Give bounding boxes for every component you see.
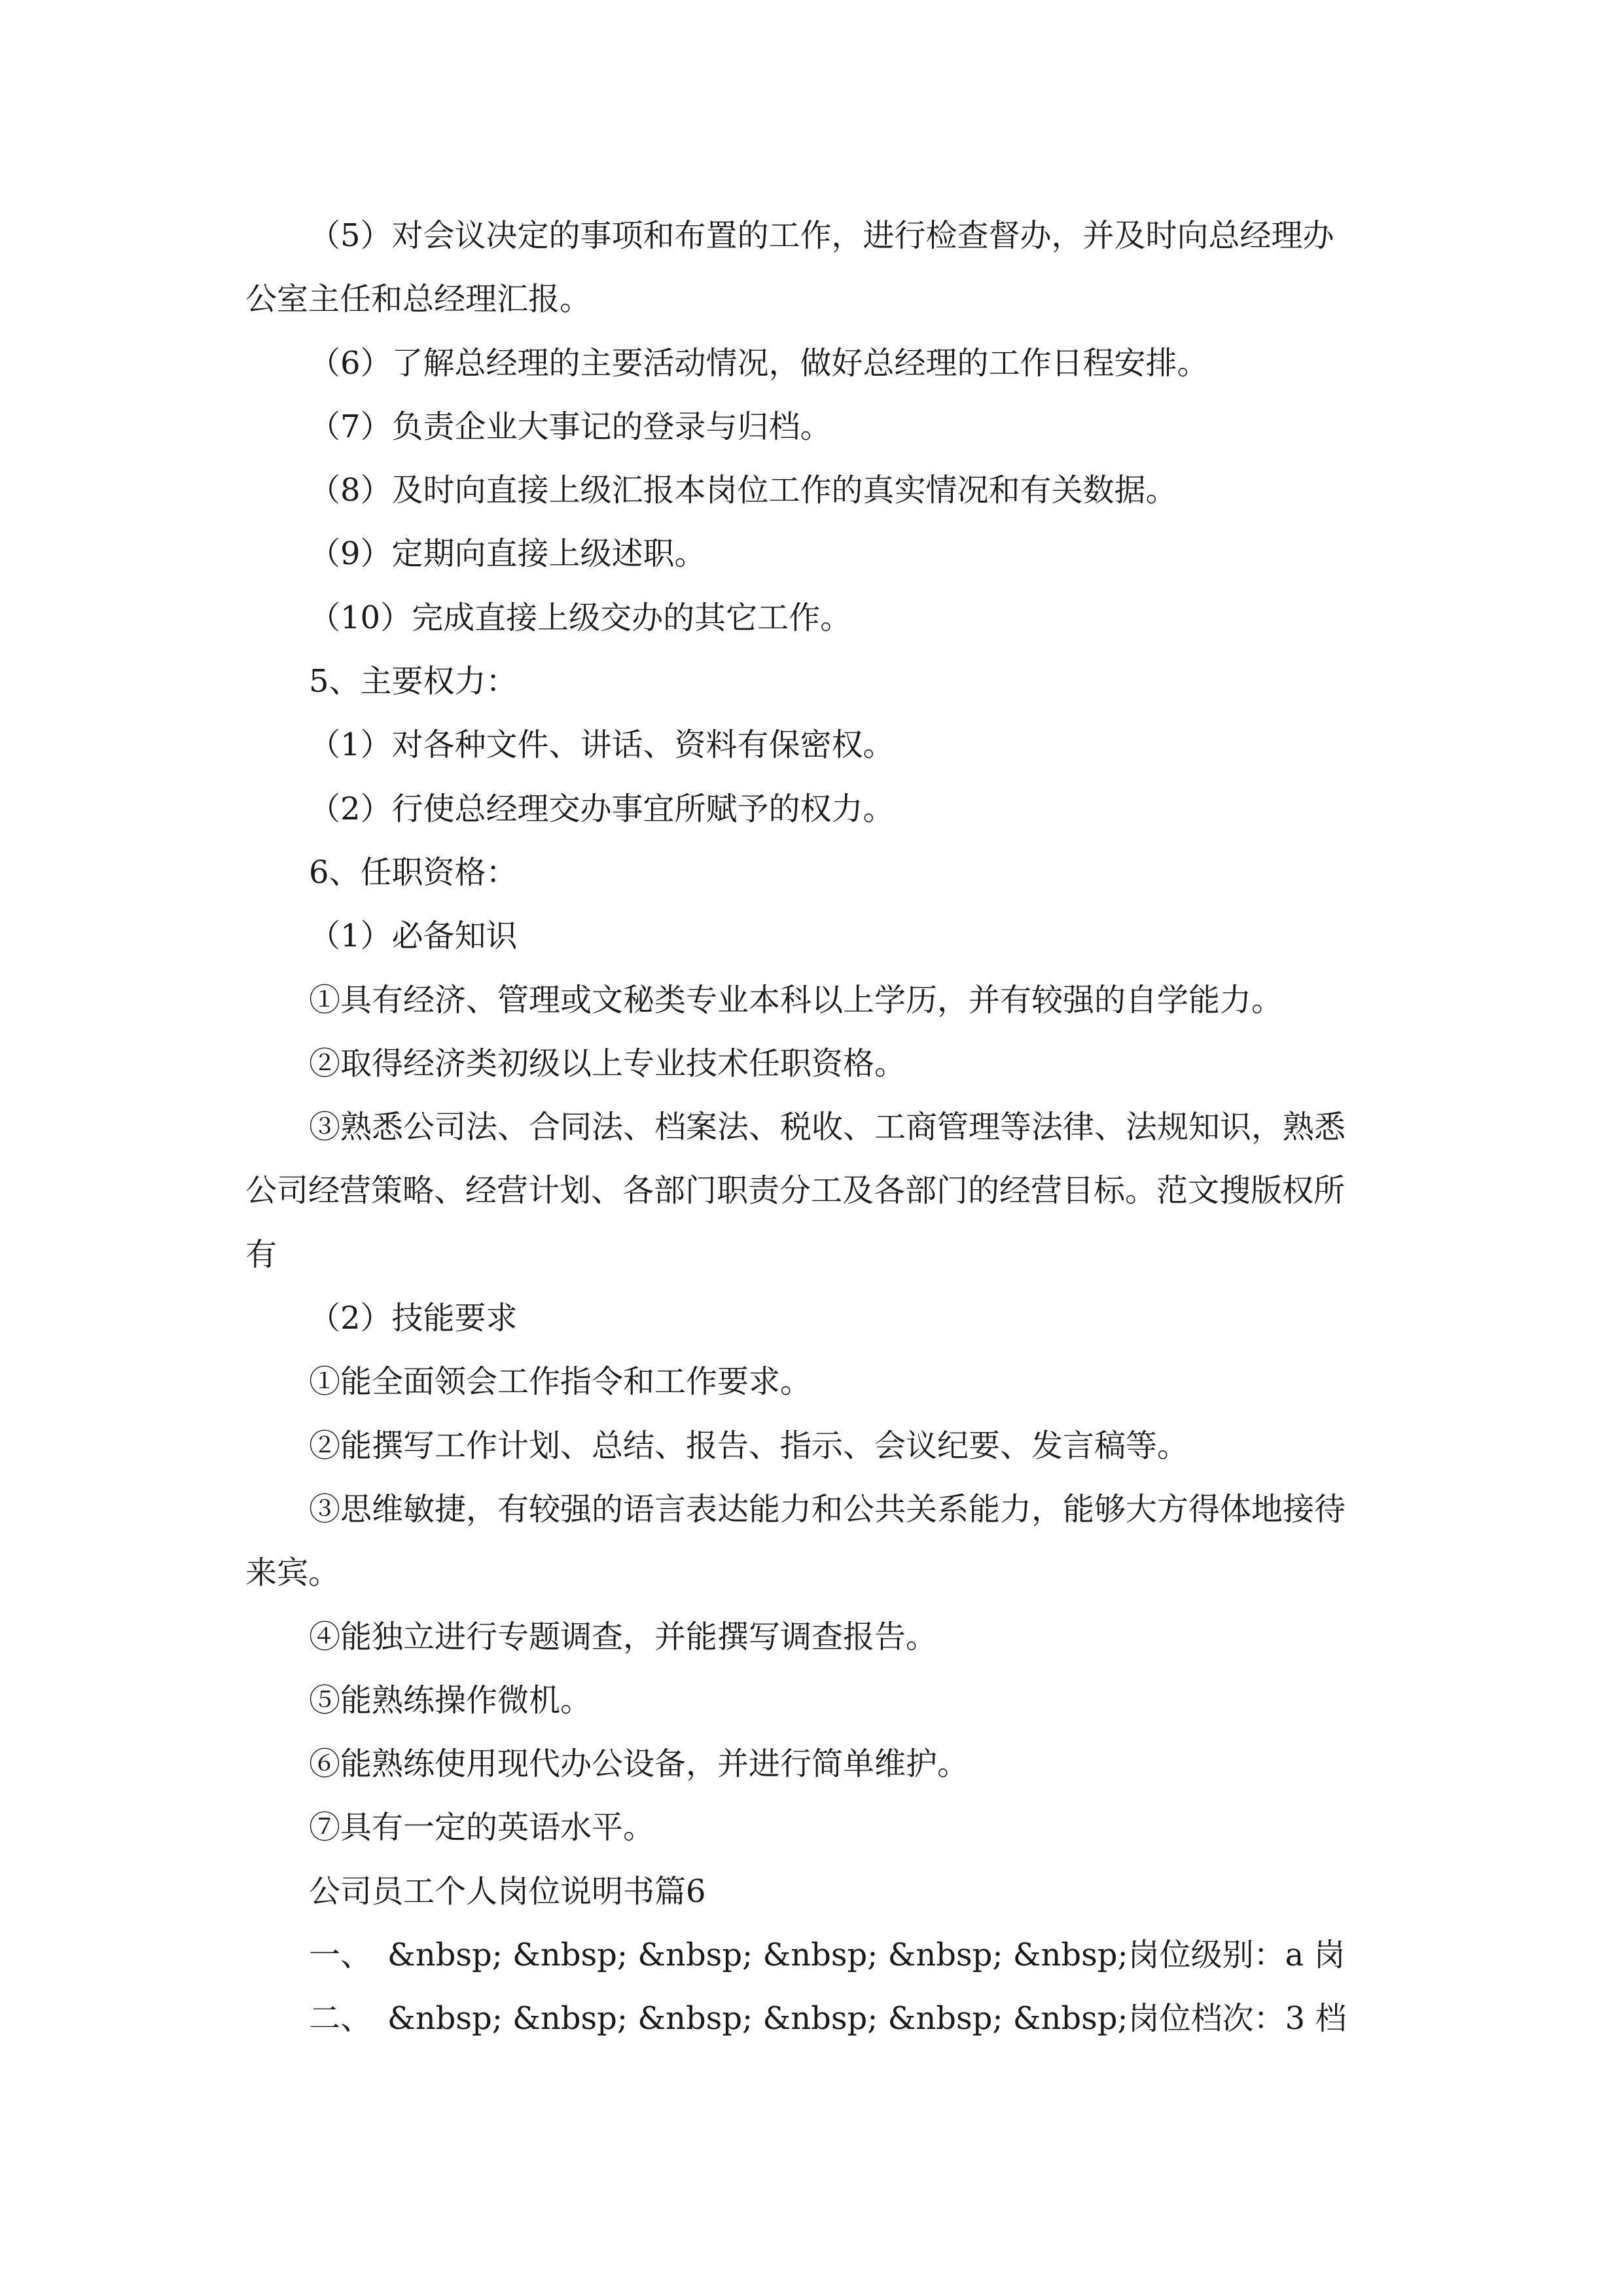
paragraph-line: ⑥能熟练使用现代办公设备，并进行简单维护。 — [309, 1746, 969, 1783]
section-heading: 6、任职资格： — [309, 853, 518, 891]
paragraph-line: 公司经营策略、经营计划、各部门职责分工及各部门的经营目标。范文搜版权所 — [245, 1172, 1346, 1210]
article-title: 公司员工个人岗位说明书篇6 — [309, 1873, 706, 1910]
subsection-heading: （1）必备知识 — [309, 918, 518, 955]
paragraph-line: ④能独立进行专题调查，并能撰写调查报告。 — [309, 1618, 938, 1655]
paragraph-line: （8）及时向直接上级汇报本岗位工作的真实情况和有关数据。 — [309, 472, 1177, 509]
paragraph-line: ⑦具有一定的英语水平。 — [309, 1809, 655, 1846]
paragraph-line: （2）行使总经理交办事宜所赋予的权力。 — [309, 790, 895, 827]
paragraph-line: ③熟悉公司法、合同法、档案法、税收、工商管理等法律、法规知识，熟悉 — [309, 1109, 1346, 1146]
paragraph-line: 有 — [245, 1236, 277, 1273]
subsection-heading: （2）技能要求 — [309, 1300, 518, 1337]
paragraph-line: （6）了解总经理的主要活动情况，做好总经理的工作日程安排。 — [309, 344, 1209, 382]
paragraph-line: ②能撰写工作计划、总结、报告、指示、会议纪要、发言稿等。 — [309, 1427, 1189, 1464]
paragraph-line: 公室主任和总经理汇报。 — [245, 281, 592, 318]
paragraph-line: 二、 &nbsp; &nbsp; &nbsp; &nbsp; &nbsp; &nbsp;岗位档次：3 档 — [309, 2000, 1347, 2037]
paragraph-line: （5）对会议决定的事项和布置的工作，进行检查督办，并及时向总经理办 — [309, 217, 1334, 254]
document-body — [245, 204, 1378, 2051]
paragraph-line: （7）负责企业大事记的登录与归档。 — [309, 408, 832, 445]
paragraph-line: ③思维敏捷，有较强的语言表达能力和公共关系能力，能够大方得体地接待 — [309, 1490, 1346, 1528]
paragraph-line: 来宾。 — [245, 1554, 340, 1592]
paragraph-line: （10）完成直接上级交办的其它工作。 — [309, 599, 852, 636]
paragraph-line: ⑤能熟练操作微机。 — [309, 1681, 592, 1719]
paragraph-line: （1）对各种文件、讲话、资料有保密权。 — [309, 726, 895, 764]
section-heading: 5、主要权力： — [309, 663, 518, 700]
paragraph-line: 一、 &nbsp; &nbsp; &nbsp; &nbsp; &nbsp; &nbsp;岗位级别：a 岗 — [309, 1937, 1346, 1974]
paragraph-line: （9）定期向直接上级述职。 — [309, 535, 706, 573]
paragraph-line: ①能全面领会工作指令和工作要求。 — [309, 1363, 812, 1401]
paragraph-line: ②取得经济类初级以上专业技术任职资格。 — [309, 1045, 906, 1082]
paragraph-line: ①具有经济、管理或文秘类专业本科以上学历，并有较强的自学能力。 — [309, 981, 1283, 1018]
